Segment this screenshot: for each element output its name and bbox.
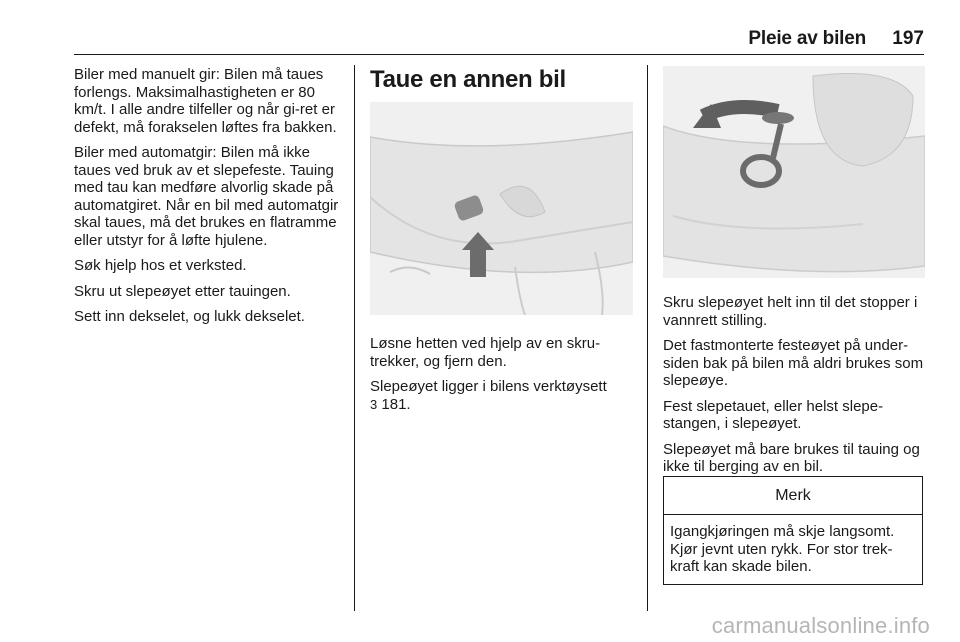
page-reference-icon: 3 <box>370 396 378 412</box>
page-header <box>74 28 924 54</box>
header-title: Pleie av bilen <box>748 28 866 49</box>
paragraph-unscrew-eye: Skru ut slepeøyet etter tauingen. <box>74 282 291 300</box>
note-heading: Merk <box>664 477 922 515</box>
tow-eye-illustration <box>663 66 925 278</box>
header-divider <box>74 54 924 55</box>
paragraph-remove-cap: Løsne hetten ved hjelp av en skru-trekker, og fjern den. <box>370 335 601 370</box>
section-title: Taue en annen bil <box>370 66 566 93</box>
paragraph-screw-in: Skru slepeøyet helt inn til det stopper i vannrett stilling. <box>663 294 918 329</box>
paragraph-tow-eye-text: Slepeøyet ligger i bilens verktøysett <box>370 378 607 395</box>
column-middle <box>370 66 638 421</box>
column-divider-1 <box>354 65 355 611</box>
paragraph-insert-cover: Sett inn dekselet, og lukk dekselet. <box>74 308 305 325</box>
bumper-cover-illustration <box>370 102 633 315</box>
paragraph-towing-only: Slepeøyet må bare brukes til tauing og ikke til berging av en bil. <box>663 440 920 475</box>
note-box <box>663 476 923 585</box>
column-right <box>663 66 925 484</box>
paragraph-automatic-gear: Biler med automatgir: Bilen må ikke taues ved bruk av et slepefeste. Tauing med tau kan medføre alvorlig skade på automatgiret. Når en bil med automatgir skal taues, må det brukes en flatramme eller utstyr for å løfte hjulene. <box>74 144 339 249</box>
paragraph-workshop: Søk hjelp hos et verksted. <box>74 257 247 274</box>
column-left <box>74 66 344 334</box>
paragraph-manual-gear: Biler med manuelt gir: Bilen må taues forlengs. Maksimalhastigheten er 80 km/t. I alle andre tilfeller og når gi-ret er defekt, må forakselen løftes fra bakken. <box>74 66 337 136</box>
page-number: 197 <box>892 28 924 49</box>
page-reference-link[interactable]: 181. <box>381 395 411 413</box>
paragraph-tow-eye-location <box>370 378 638 413</box>
paragraph-fixed-eye-warning: Det fastmonterte festeøyet på under-siden bak på bilen må aldri brukes som slepeøye. <box>663 337 924 389</box>
note-body: Igangkjøringen må skje langsomt. Kjør jevnt uten rykk. For stor trek-kraft kan skade bilen. <box>670 523 895 575</box>
column-divider-2 <box>647 65 648 611</box>
paragraph-attach-rope: Fest slepetauet, eller helst slepe-stangen, i slepeøyet. <box>663 397 884 432</box>
watermark: carmanualsonline.info <box>711 613 930 638</box>
